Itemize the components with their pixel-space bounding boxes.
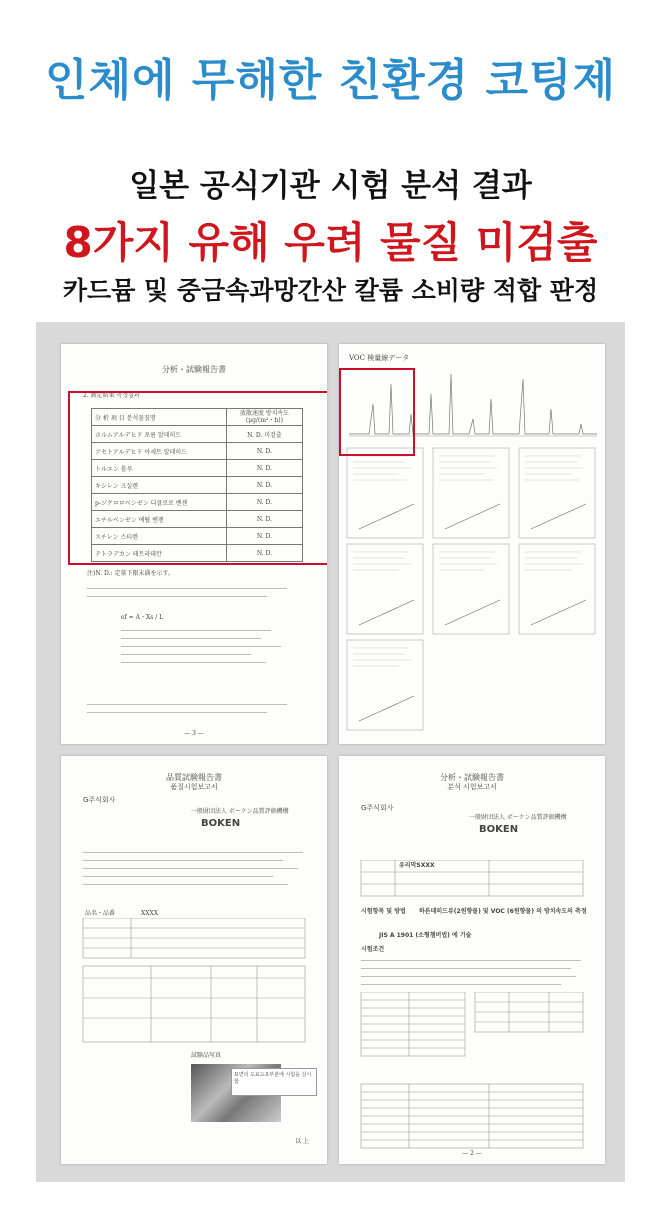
doc3-photo-label: 試験品写真 — [191, 1052, 222, 1059]
doc3-subtitle: 품질시험보고서 — [170, 783, 218, 791]
doc3-end: 以 上 — [295, 1138, 309, 1145]
subtitle-not-detected: 8가지 유해 우려 물질 미검출 — [63, 218, 598, 267]
table-row: スチレン 스티렌 N. D. — [92, 528, 303, 545]
doc3-org: 一般財団法人 ボーケン品質評価機構 — [191, 808, 289, 815]
highlight-box-graph — [339, 368, 415, 456]
analysis-report-page2-doc — [339, 756, 605, 1164]
doc3-tables — [61, 918, 327, 1048]
doc3-sample-label: 品名・品番 — [85, 910, 116, 917]
analysis-report-doc — [61, 344, 327, 744]
doc4-title: 分析・試験報告書 — [440, 773, 504, 782]
doc4-client: G주식회사 — [361, 804, 394, 812]
doc4-subtitle: 분석 시험보고서 — [447, 783, 497, 791]
doc4-condition-tables — [339, 992, 605, 1162]
doc4-org: 一般財団法人 ボーケン品質評価機構 — [469, 814, 567, 821]
doc4-item-title: 시험항목 및 방법 — [361, 908, 406, 915]
highlight-box — [68, 391, 327, 565]
voc-calibration-doc — [339, 344, 605, 744]
table-row: ホルムアルデヒド 포름 알데히드 N. D. 미검출 — [92, 426, 303, 443]
doc3-logo: BOKEN — [201, 818, 241, 829]
doc1-footnote: 注)N. D.: 定量下限未満を示す。 — [87, 570, 174, 577]
doc1-section: 2. 測定結果 측정결과 — [83, 392, 140, 399]
doc3-client: G주식회사 — [83, 796, 116, 804]
subtitle-official-test: 일본 공식기관 시험 분석 결과 — [129, 168, 532, 204]
quality-test-report-doc — [61, 756, 327, 1164]
doc3-photo-caption: 표면의 도료도포부분에 시험을 실시함 — [231, 1068, 317, 1096]
doc4-page-number: — 2 — — [462, 1150, 482, 1157]
doc3-title: 品質試験報告書 — [166, 773, 222, 782]
doc4-sample-table — [339, 860, 605, 900]
doc1-page-number: — 3 — — [184, 730, 204, 737]
col-value-header: 放散速度 방치속도 (μg/(m²・h)) — [226, 409, 302, 426]
doc4-logo: BOKEN — [479, 824, 519, 835]
doc4-item-text: 하른데히드류(2원향물) 및 VOC (6원향물) 의 방치속도의 측정 — [419, 908, 587, 915]
table-row: トルエン 톨루 N. D. — [92, 460, 303, 477]
main-title: 인체에 무해한 친환경 코팅제 — [44, 55, 616, 106]
doc4-standard: JIS A 1901 (소형챔버법) 에 기술 — [379, 932, 472, 939]
doc4-sample-value: 유리막SXXX — [399, 862, 435, 869]
table-row: エチルベンゼン 에틸 벤젠 N. D. — [92, 511, 303, 528]
doc2-title: VOC 検量線データ — [349, 354, 410, 362]
table-row: テトラデカン 테트라데칸 N. D. — [92, 545, 303, 562]
subtitle-heavy-metals: 카드뮴 및 중금속과망간산 칼륨 소비량 적합 판정 — [62, 276, 599, 305]
col-item-header: 分 析 項 目 분석물질명 — [92, 409, 227, 426]
doc4-result-title: 시험조건 — [361, 946, 385, 953]
table-row: アセトアルデヒド 아세트 알데히드 N. D. — [92, 443, 303, 460]
table-row: キシレン 크실렌 N. D. — [92, 477, 303, 494]
doc1-title: 分析・試験報告書 — [162, 365, 226, 374]
doc1-formula: ef = A・Xs / L — [121, 614, 164, 621]
table-row: p-ジクロロベンゼン 디클로로 벤젠 N. D. — [92, 494, 303, 511]
documents-panel — [36, 322, 625, 1182]
doc3-sample-value: XXXX — [141, 910, 159, 917]
